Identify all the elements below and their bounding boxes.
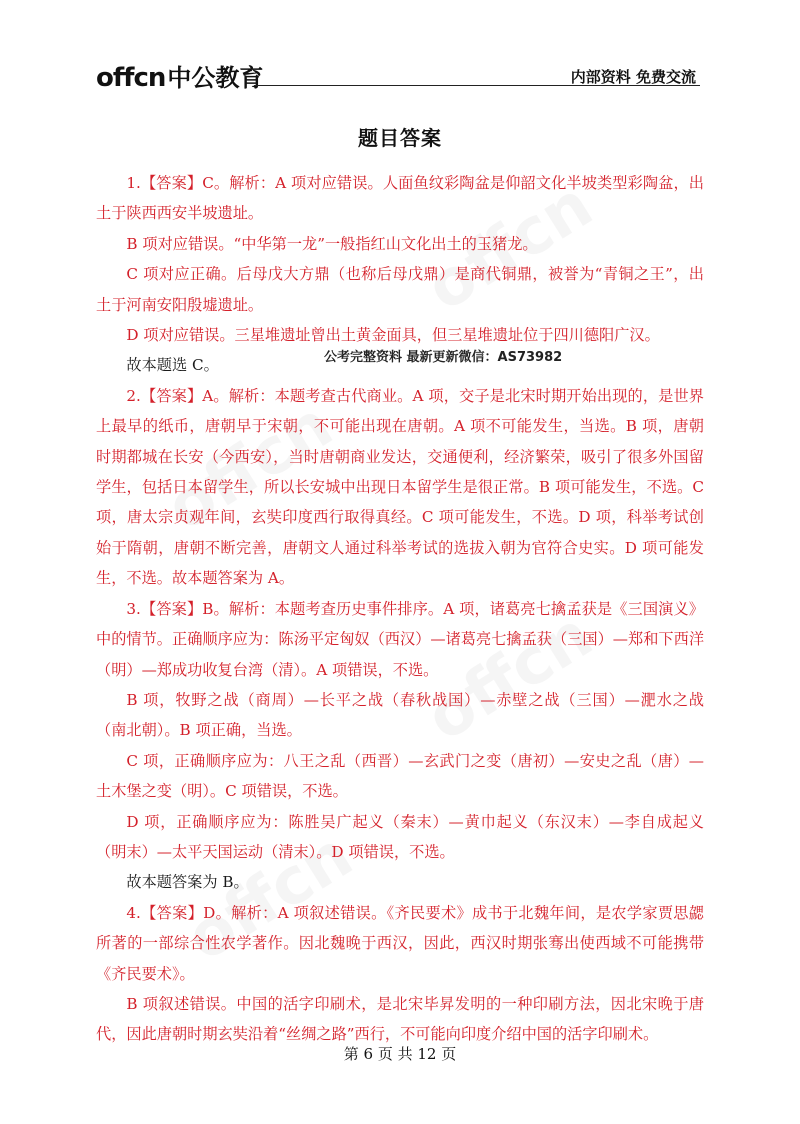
page-title: 题目答案 <box>358 126 442 150</box>
paragraph: 4.【答案】D。解析：A 项叙述错误。《齐民要术》成书于北魏年间，是农学家贾思勰所著的一部综合性农学著作。因北魏晚于西汉，因此，西汉时期张骞出使西域不可能携带《齐民要术》。 <box>96 903 704 983</box>
offcn-logo <box>96 58 263 93</box>
paragraph: B 项叙述错误。中国的活字印刷术，是北宋毕昇发明的一种印刷方法，因北宋晚于唐代，因此唐朝时期玄奘沿着“丝绸之路”西行，不可能向印度介绍中国的活字印刷术。 <box>96 994 704 1044</box>
header-tagline: 内部资料 免费交流 <box>570 68 696 86</box>
paragraph: D 项，正确顺序应为：陈胜吴广起义（秦末）—黄巾起义（东汉末）—李自成起义（明末）—太平天国运动（清末）。D 项错误，不选。 <box>96 812 704 861</box>
page-number: 第 6 页 共 12 页 <box>343 1045 457 1063</box>
paragraph: 故本题答案为 B。 <box>126 873 249 892</box>
paragraph: 3.【答案】B。解析：本题考查历史事件排序。A 项，诸葛亮七擒孟获是《三国演义》中的情节。正确顺序应为：陈汤平定匈奴（西汉）—诸葛亮七擒孟获（三国）—郑和下西洋（明）—郑成功收复台湾（清）。A 项错误，不选。 <box>96 599 704 679</box>
paragraph: B 项对应错误。“中华第一龙”一般指红山文化出土的玉猪龙。 <box>126 234 538 253</box>
answer-content <box>96 168 704 1050</box>
paragraph: B 项，牧野之战（商周）—长平之战（春秋战国）—赤壁之战（三国）—淝水之战（南北朝）。B 项正确，当选。 <box>96 690 704 740</box>
paragraph: C 项对应正确。后母戊大方鼎（也称后母戊鼎）是商代铜鼎，被誉为“青铜之王”，出土于河南安阳殷墟遗址。 <box>96 265 704 314</box>
paragraph: 故本题选 C。 <box>126 356 219 375</box>
page-header <box>96 56 700 93</box>
logo-latin: offcn <box>96 63 166 93</box>
paragraph: D 项对应错误。三星堆遗址曾出土黄金面具，但三星堆遗址位于四川德阳广汉。 <box>126 326 660 345</box>
paragraph: 2.【答案】A。解析：本题考查古代商业。A 项，交子是北宋时期开始出现的，是世界上最早的纸币，唐朝早于宋朝，不可能出现在唐朝。A 项不可能发生，当选。B 项，唐朝时期都城在长安（今西安），当时唐朝商业发达，交通便利，经济繁荣，吸引了很多外国留学生，包括日本留学生，所以长安城中出现日本留学生是很正常。B 项可能发生，不选。C 项，唐太宗贞观年间，玄奘印度西行取得真经。C 项可能发生，不选。D 项，科举考试创始于隋朝，唐朝不断完善，唐朝文人通过科举考试的选拔入朝为官符合史实。D 项可能发生，不选。故本题答案为 A。 <box>96 386 704 588</box>
paragraph: 1.【答案】C。解析：A 项对应错误。人面鱼纹彩陶盆是仰韶文化半坡类型彩陶盆，出土于陕西西安半坡遗址。 <box>96 174 704 223</box>
logo-cn: 中公教育 <box>167 64 264 92</box>
wechat-notice: 公考完整资料 最新更新微信：AS73982 <box>320 346 566 365</box>
paragraph: C 项，正确顺序应为：八王之乱（西晋）—玄武门之变（唐初）—安史之乱（唐）—土木堡之变（明）。C 项错误，不选。 <box>96 751 704 801</box>
